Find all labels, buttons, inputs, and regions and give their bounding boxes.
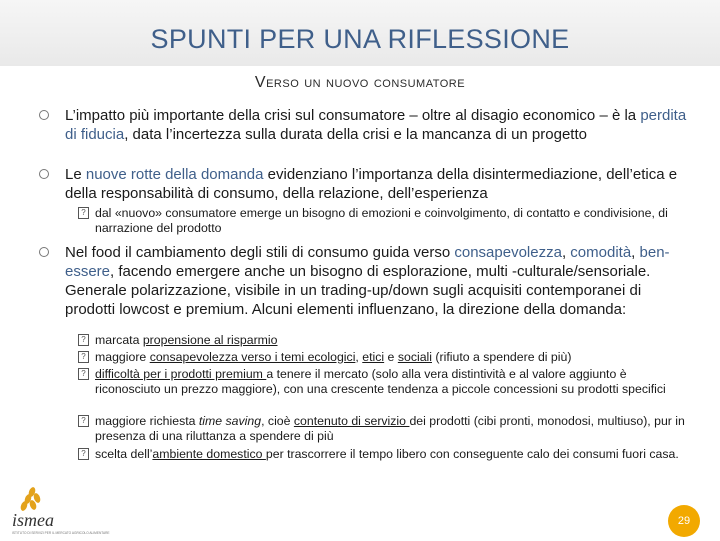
square-bullet-icon: ?: [78, 351, 89, 363]
bullet-impatto: L’impatto più importante della crisi sul consumatore – oltre al disagio economico – è la perdita di fiducia, data l’incertezza sulla durata della crisi e la mancanza di un progetto: [65, 106, 695, 144]
sub-item-consapevolezza: ? maggiore consapevolezza verso i temi ecologici, etici e sociali (rifiuto a spendere di più): [95, 350, 695, 365]
circle-bullet-icon: [39, 247, 49, 257]
square-bullet-icon: ?: [78, 334, 89, 346]
bullet-food: Nel food il cambiamento degli stili di consumo guida verso consapevolezza, comodità, ben-essere, facendo emergere anche un bisogno di esplorazione, multi -culturale/sensoriale. Generale polarizzazione, visibile in un trading-up/down sugli acquisiti contemporanei di prodotti lowcost e premium. Alcuni elementi influenzano, la direzione della domanda:: [65, 243, 695, 319]
highlight-nuove-rotte: nuove rotte della domanda: [85, 166, 264, 183]
circle-bullet-icon: [39, 110, 49, 120]
square-bullet-icon: ?: [78, 207, 89, 219]
logo-wordmark: ismea: [12, 510, 54, 530]
page-number-badge: 29: [668, 505, 700, 537]
bullet-nuove-rotte: Le nuove rotte della domanda evidenziano l’importanza della disintermediazione, dell’etica e della responsabilità di consumo, della relazione, dell’esperienza: [65, 165, 695, 203]
circle-bullet-icon: [39, 169, 49, 179]
highlight-comodita: comodità: [570, 244, 632, 261]
ismea-logo: [10, 484, 110, 536]
highlight-perdita-di-fiducia: perdita di fiducia: [65, 107, 687, 143]
sub-bullet-nuovo-consumatore: ? dal «nuovo» consumatore emerge un bisogno di emozioni e coinvolgimento, di contatto e condivisione, di narrazione del prodotto: [95, 206, 695, 236]
wheat-logo-icon: [10, 484, 110, 536]
slide-title: SPUNTI PER UNA RIFLESSIONE: [150, 24, 570, 54]
slide-subtitle: Verso un nuovo consumatore: [254, 74, 466, 91]
sub-item-time-saving: ? maggiore richiesta time saving, cioè contenuto di servizio dei prodotti (cibi pronti, monodosi, multiuso), pur in presenza di una riluttanza a spendere di più: [95, 414, 695, 444]
highlight-ben-essere: ben-essere: [65, 244, 670, 280]
square-bullet-icon: ?: [78, 448, 89, 460]
square-bullet-icon: ?: [78, 368, 89, 380]
square-bullet-icon: ?: [78, 415, 89, 427]
sub-item-ambiente-domestico: ? scelta dell’ambiente domestico per trascorrere il tempo libero con conseguente calo dei consumi fuori casa.: [95, 447, 695, 462]
sub-item-premium: ? difficoltà per i prodotti premium a tenere il mercato (solo alla vera distintività e al valore aggiunto è riconosciuto un prezzo maggiore), con una crescente tendenza a piccole concessioni su prodotti specifici: [95, 367, 695, 397]
logo-tagline: ISTITUTO DI SERVIZI PER IL MERCATO AGRICOLO ALIMENTARE: [12, 531, 110, 535]
highlight-consapevolezza: consapevolezza: [454, 244, 562, 261]
sub-item-risparmio: ? marcata propensione al risparmio: [95, 333, 695, 348]
